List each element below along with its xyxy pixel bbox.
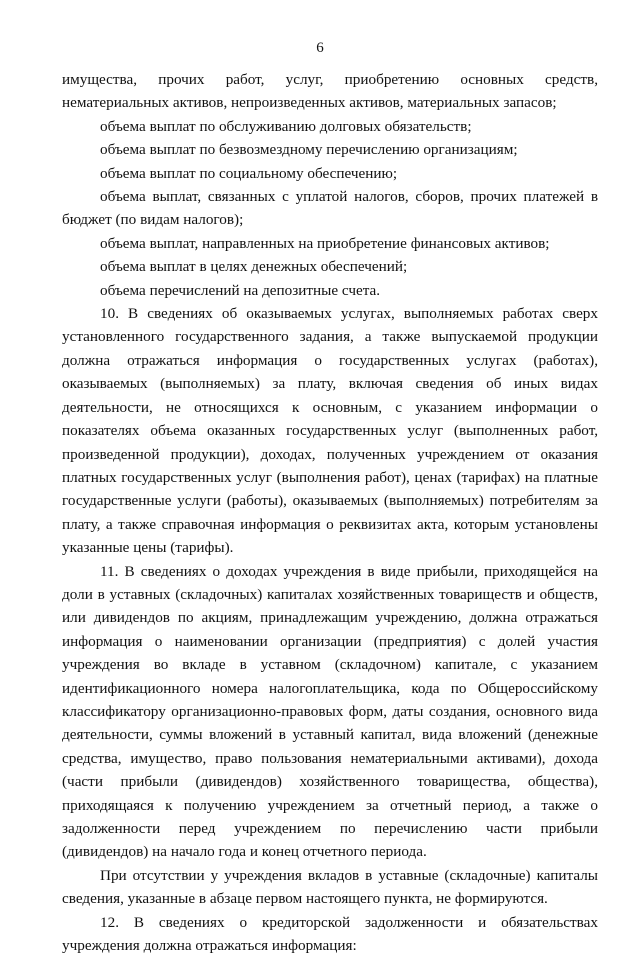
document-body [62,68,598,957]
paragraph: объема выплат, связанных с уплатой налогов, сборов, прочих платежей в бюджет (по видам налогов); [62,188,598,229]
clause-11: 11. В сведениях о доходах учреждения в виде прибыли, приходящейся на доли в уставных (складочных) капиталах хозяйственных товариществ и обществ, или дивидендов по акциям, принадлежащим учреждению, должна отражаться информация о наименовании организации (предприятия) с долей участия учреждения во вкладе в уставном (складочном) капитале, с указанием идентификационного номера налогоплательщика, кода по Общероссийскому классификатору организационно-правовых форм, даты создания, основного вида деятельности, суммы вложений в уставный капитал, вида вложений (денежные средства, имущество, право пользования нематериальными активами), дохода (части прибыли (дивидендов) хозяйственного товарищества, общества), приходящаяся к получению учреждением за отчетный период, а также о задолженности перед учреждением по перечислению части прибыли (дивидендов) на начало года и конец отчетного периода. [62,562,598,861]
paragraph: объема выплат, направленных на приобретение финансовых активов; [100,234,550,252]
clause-12: 12. В сведениях о кредиторской задолженности и обязательствах учреждения должна отражаться информация: [62,913,598,955]
paragraph: объема выплат в целях денежных обеспечений; [100,258,408,276]
page-number: 6 [316,40,324,56]
paragraph: объема выплат по социальному обеспечению; [100,164,398,182]
paragraph: объема выплат по безвозмездному перечислению организациям; [100,141,518,159]
paragraph: При отсутствии у учреждения вкладов в уставные (складочные) капиталы сведения, указанные в абзаце первом настоящего пункта, не формируются. [62,866,598,908]
paragraph: имущества, прочих работ, услуг, приобретению основных средств, нематериальных активов, непроизведенных активов, материальных запасов; [62,71,598,112]
clause-10: 10. В сведениях об оказываемых услугах, выполняемых работах сверх установленного государственного задания, а также выпускаемой продукции должна отражаться информация о государственных услугах (работах), оказываемых (выполняемых) за плату, включая сведения об иных видах деятельности, не относящихся к основным, с указанием информации о показателях объема оказанных государственных услуг (выполненных работ, произведенной продукции), доходах, полученных учреждением от оказания платных государственных услуг (выполнения работ), ценах (тарифах) на платные государственные услуги (работы), оказываемых (выполняемых) потребителям за плату, а также справочная информация о реквизитах акта, которым установлены указанные цены (тарифы). [62,305,598,557]
paragraph: объема перечислений на депозитные счета. [100,281,381,299]
paragraph: объема выплат по обслуживанию долговых обязательств; [100,117,472,135]
